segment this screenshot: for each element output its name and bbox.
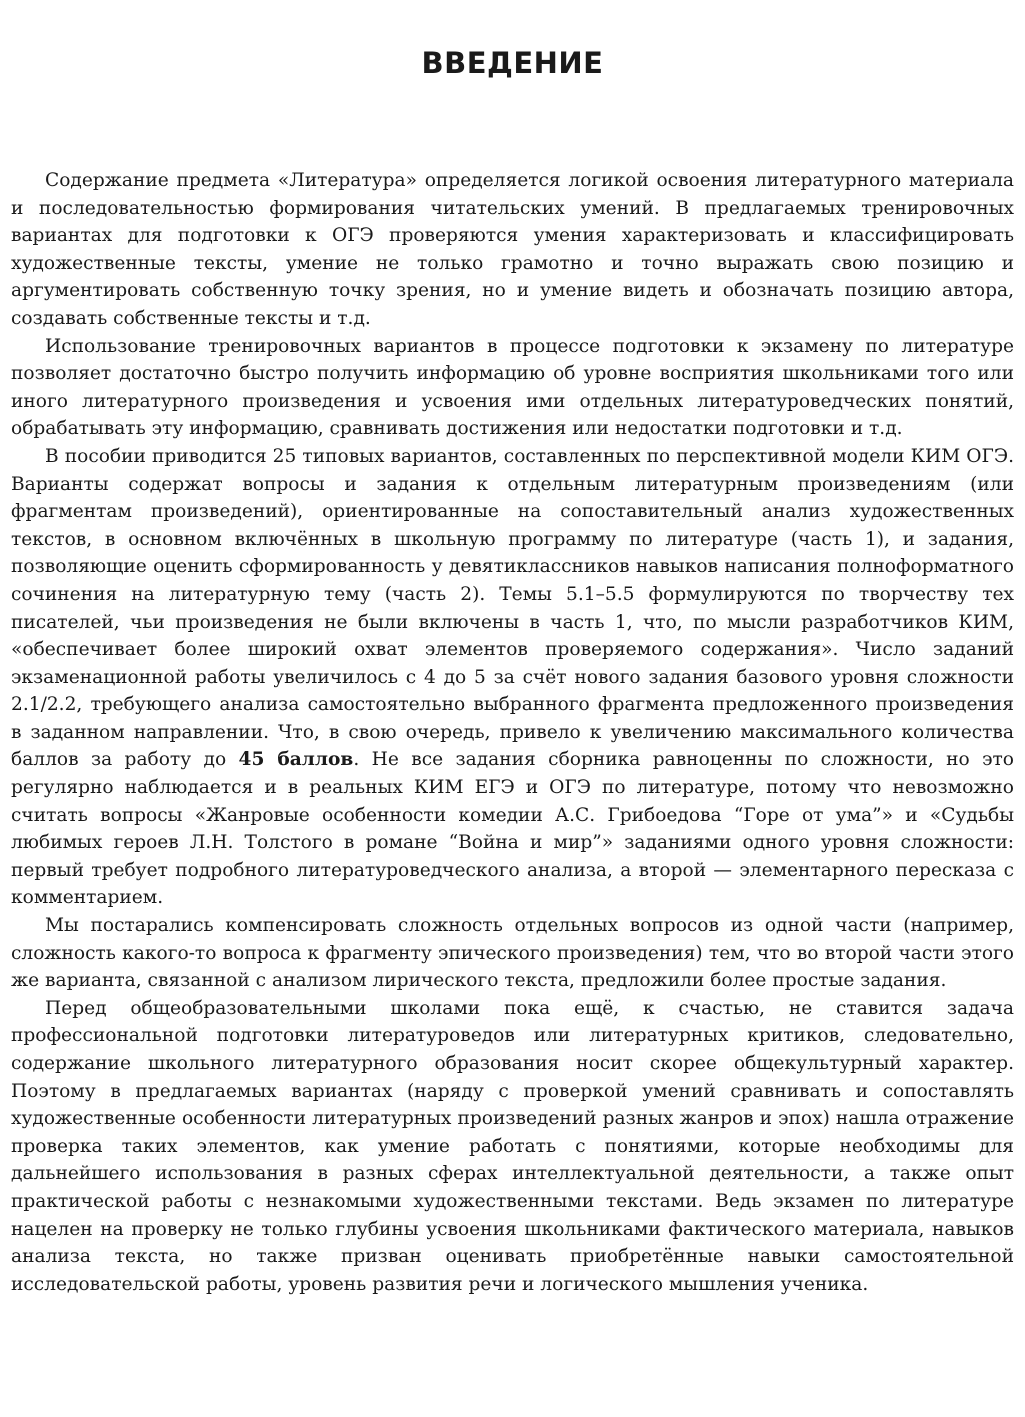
page-title: ВВЕДЕНИЕ bbox=[421, 46, 604, 80]
paragraph-1: Содержание предмета «Литература» определяется логикой освоения литературного материала и последовательностью формирования читательских умений. В предлагаемых тренировочных вариантах для подготовки к ОГЭ проверяются умения характеризовать и классифицировать художественные тексты, умение не только грамотно и точно выражать свою позицию и аргументировать собственную точку зрения, но и умение видеть и обозначать позицию автора, создавать собственные тексты и т.д. bbox=[11, 170, 1014, 329]
paragraph-3 bbox=[11, 443, 1014, 912]
paragraph-2: Использование тренировочных вариантов в процессе подготовки к экзамену по литературе позволяет достаточно быстро получить информацию об уровне восприятия школьниками того или иного литературного произведения и усвоения ими отдельных литературоведческих понятий, обрабатывать эту информацию, сравнивать достижения или недостатки подготовки и т.д. bbox=[11, 335, 1014, 440]
paragraph-3-text-start: В пособии приводится 25 типовых вариантов, составленных по перспективной модели КИМ ОГЭ. Варианты содержат вопросы и задания к отдельным литературным произведениям (или фрагментам произведений), ориентированные на сопоставительный анализ художественных текстов, в основном включённых в школьную программу по литературе (часть 1), и задания, позволяющие оценить сформированность у девятиклассников навыков написания полноформатного сочинения на литературную тему (часть 2). Темы 5.1–5.5 формулируются по творчеству тех писателей, чьи произведения не были включены в часть 1, что, по мысли разработчиков КИМ, «обеспечивает более широкий охват элементов проверяемого содержания». Число заданий экзаменационной работы увеличилось с 4 до 5 за счёт нового задания базового уровня сложности 2.1/2.2, требующего анализа самостоятельно выбранного фрагмента предложенного произведения в заданном направлении. Что, в свою очередь, привело к увеличению максимального количества баллов за работу до bbox=[11, 445, 1014, 771]
paragraph-5: Перед общеобразовательными школами пока ещё, к счастью, не ставится задача профессиональной подготовки литературоведов или литературных критиков, следовательно, содержание школьного литературного образования носит скорее общекультурный характер. Поэтому в предлагаемых вариантах (наряду с проверкой умений сравнивать и сопоставлять художественные особенности литературных произведений разных жанров и эпох) нашла отражение проверка таких элементов, как умение работать с понятиями, которые необходимы для дальнейшего использования в разных сферах интеллектуальной деятельности, а также опыт практической работы с незнакомыми художественными текстами. Ведь экзамен по литературе нацелен на проверку не только глубины усвоения школьниками фактического материала, навыков анализа текста, но также призван оценивать приобретённые навыки самостоятельной исследовательской работы, уровень развития речи и логического мышления ученика. bbox=[11, 997, 1014, 1295]
max-score-emphasis: 45 баллов bbox=[238, 749, 354, 771]
document-page bbox=[11, 0, 1014, 1298]
document-body bbox=[11, 167, 1014, 1298]
paragraph-3-text-end: . Не все задания сборника равноценны по сложности, но это регулярно наблюдается и в реальных КИМ ЕГЭ и ОГЭ по литературе, потому что невозможно считать вопросы «Жанровые особенности комедии А.С. Грибоедова “Горе от ума”» и «Судьбы любимых героев Л.Н. Толстого в романе “Война и мир”» заданиями одного уровня сложности: первый требует подробного литературоведческого анализа, а второй — элементарного пересказа с комментарием. bbox=[11, 749, 1014, 909]
paragraph-4: Мы постарались компенсировать сложность отдельных вопросов из одной части (например, сложность какого-то вопроса к фрагменту эпического произведения) тем, что во второй части этого же варианта, связанной с анализом лирического текста, предложили более простые задания. bbox=[11, 915, 1014, 992]
